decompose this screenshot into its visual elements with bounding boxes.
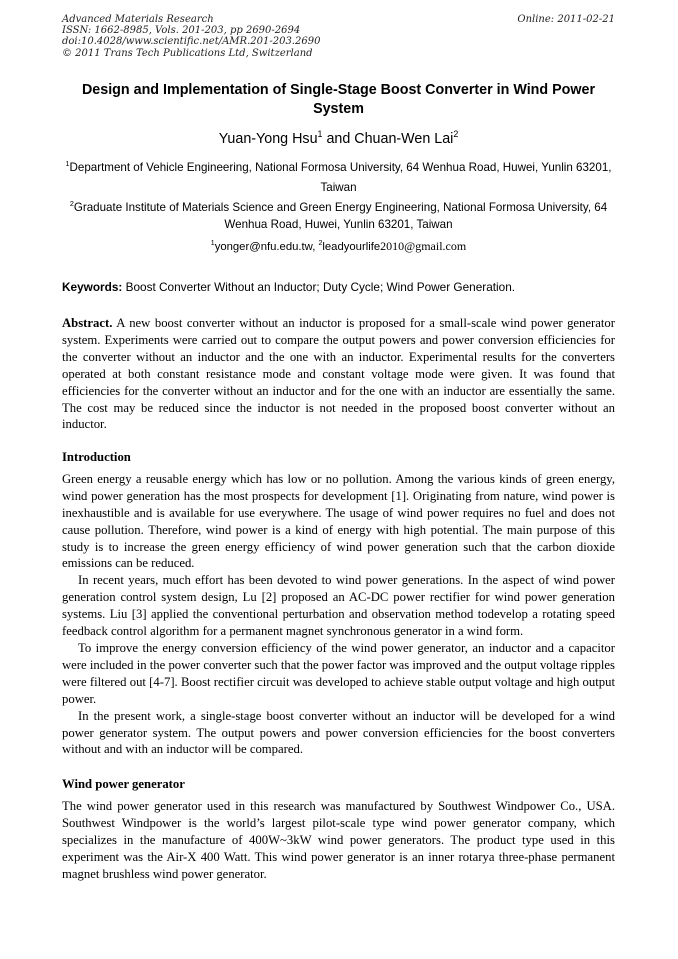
affiliation-1-sup: 1: [65, 159, 70, 169]
affiliation-1-text: Department of Vehicle Engineering, National Formosa University, 64 Wenhua Road, Huwei, Yunlin 63201, Taiwan: [69, 161, 612, 194]
keywords-text: Boost Converter Without an Inductor; Duty Cycle; Wind Power Generation.: [122, 280, 516, 294]
keywords: [62, 279, 615, 295]
email-1-sup: 1: [210, 240, 215, 248]
intro-paragraph-1: Green energy a reusable energy which has low or no pollution. Among the various kinds of green energy, wind power generation has the most prospects for development [1]. Originating from nature, wind power is inexhaustible and is available for use everywhere. The usage of wind power requires no fuel and does not cause pollution. Therefore, wind power is a kind of energy with high potential. The main purpose of this study is to increase the green energy efficiency of wind power generation such that the carbon dioxide emissions can be reduced.: [62, 471, 615, 571]
online-date: Online: 2011-02-21: [517, 14, 615, 25]
introduction-heading: Introduction: [62, 450, 131, 464]
copyright-line: © 2011 Trans Tech Publications Ltd, Switzerland: [62, 47, 313, 59]
abstract-section: [62, 315, 615, 433]
journal-name: Advanced Materials Research: [62, 14, 214, 25]
doi-line: doi:10.4028/www.scientific.net/AMR.201-203.2690: [62, 36, 321, 48]
keywords-label: Keywords:: [62, 280, 123, 294]
author-line: [62, 130, 615, 148]
author-1-sup: 1: [317, 129, 323, 140]
author-2-sup: 2: [453, 129, 459, 140]
email-1[interactable]: yonger@nfu.edu.tw,: [214, 241, 319, 253]
abstract-label: Abstract.: [62, 316, 113, 330]
intro-paragraph-4: In the present work, a single-stage boost converter without an inductor will be developed for a wind power generator system. The output powers and power conversion efficiencies for the boost converters without and with an inductor will be compared.: [62, 708, 615, 757]
affiliation-1: [62, 158, 615, 197]
journal-header: [62, 14, 615, 59]
abstract-paragraph: [62, 315, 615, 433]
email-2-user[interactable]: leadyourlife: [322, 241, 381, 253]
author-2: Chuan-Wen Lai: [354, 131, 454, 147]
wind-power-generator-heading: Wind power generator: [62, 777, 185, 791]
author-1: Yuan-Yong Hsu: [218, 131, 318, 147]
abstract-text: A new boost converter without an inductor is proposed for a small-scale wind power generator system. Experiments were carried out to compare the output powers and power conversion efficiencies for the converter without an inductor and the one with an inductor. Experimental results for the converters operated at both constant resistance mode and constant voltage mode were given. It was found that efficiencies for the converter without an inductor and for the one with an inductor are essentially the same. The cost may be reduced since the inductor is not needed in the proposed boost converter without an inductor.: [62, 316, 615, 432]
affiliation-2-sup: 2: [69, 199, 74, 209]
affiliation-2: [62, 199, 615, 233]
email-2-sup: 2: [318, 240, 323, 248]
wind-power-generator-section: [62, 776, 615, 882]
affiliation-2-text: Graduate Institute of Materials Science and Green Energy Engineering, National Formosa University, 64 Wenhua Road, Huwei, Yunlin 63201, Taiwan: [73, 201, 608, 231]
introduction-section: [62, 449, 615, 758]
email-line: [62, 238, 615, 255]
intro-paragraph-3: To improve the energy conversion efficiency of the wind power generator, an inductor and a capacitor were included in the power converter such that the power factor was improved and the output voltage ripples were filtered out [4-7]. Boost rectifier circuit was developed to achieve stable output voltage and high output power.: [62, 640, 615, 706]
author-conjunction: and: [322, 131, 355, 147]
wind-paragraph-1: The wind power generator used in this research was manufactured by Southwest Windpower Co., USA. Southwest Windpower is the world’s largest pilot-scale type wind power generator company, which specializes in the manufacture of 400W~3kW wind power generators. The product type used in this experiment was the Air-X 400 Watt. This wind power generator is an inner rotarya three-phase permanent magnet brushless wind power generator.: [62, 798, 615, 881]
paper-title: Design and Implementation of Single-Stage Boost Converter in Wind Power System: [81, 82, 596, 118]
email-2-rest[interactable]: 2010@gmail.com: [380, 239, 467, 253]
intro-paragraph-2: In recent years, much effort has been devoted to wind power generations. In the aspect of wind power generation control system design, Lu [2] proposed an AC-DC power rectifier for wind power generation systems. Liu [3] applied the conventional perturbation and observation method todevelop a rotating speed feedback control algorithm for a permanent magnet synchronous generator in a wind form.: [62, 573, 615, 639]
issn-line: ISSN: 1662-8985, Vols. 201-203, pp 2690-2694: [62, 25, 301, 37]
